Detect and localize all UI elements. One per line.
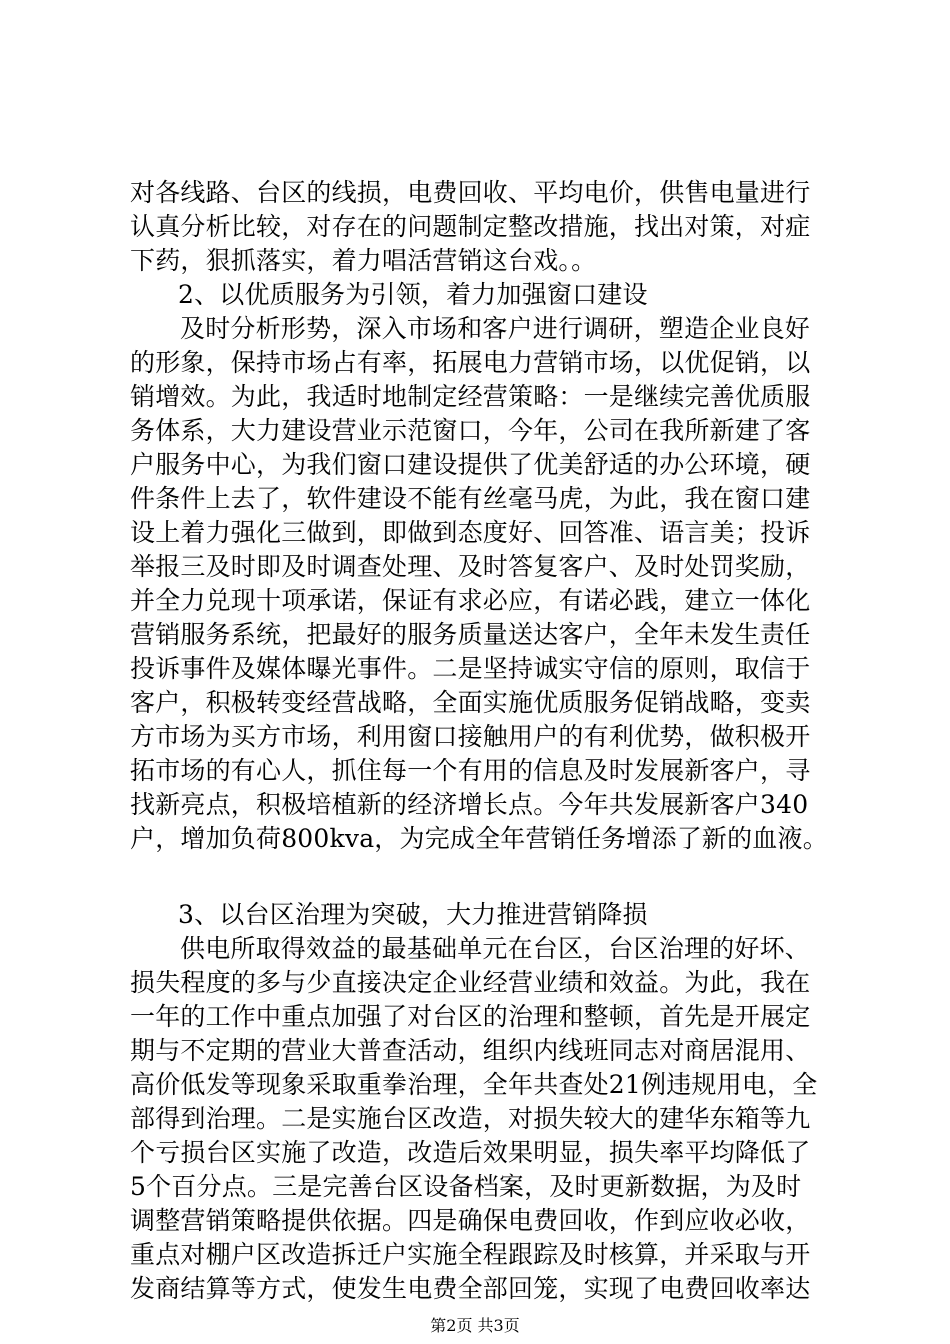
text-line-30: 调整营销策略提供依据。四是确保电费回收，作到应收必收， xyxy=(130,1206,811,1235)
text-line-13: 并全力兑现十项承诺，保证有求必应，有诺必践，建立一体化 xyxy=(130,586,811,615)
text-line-32: 发商结算等方式，使发生电费全部回笼，实现了电费回收率达 xyxy=(130,1274,811,1303)
section-heading-2: 2、以优质服务为引领，着力加强窗口建设 xyxy=(178,280,648,309)
text-line-11: 设上着力强化三做到，即做到态度好、回答准、语言美；投诉 xyxy=(130,518,811,547)
text-line-2: 认真分析比较，对存在的问题制定整改措施，找出对策，对症 xyxy=(130,212,811,241)
text-line-15: 投诉事件及媒体曝光事件。二是坚持诚实守信的原则，取信于 xyxy=(130,654,811,683)
text-line-1: 对各线路、台区的线损，电费回收、平均电价，供售电量进行 xyxy=(130,178,811,207)
text-line-8: 务体系，大力建设营业示范窗口，今年，公司在我所新建了客 xyxy=(130,416,811,445)
text-line-10: 件条件上去了，软件建设不能有丝毫马虎，为此，我在窗口建 xyxy=(130,484,811,513)
text-line-31: 重点对棚户区改造拆迁户实施全程跟踪及时核算，并采取与开 xyxy=(130,1240,811,1269)
text-line-9: 户服务中心，为我们窗口建设提供了优美舒适的办公环境，硬 xyxy=(130,450,811,479)
page-footer: 第2页 共3页 xyxy=(430,1316,520,1335)
text-line-25: 期与不定期的营业大普查活动，组织内线班同志对商居混用、 xyxy=(130,1036,811,1065)
text-line-19: 找新亮点，积极培植新的经济增长点。今年共发展新客户340 xyxy=(130,790,809,819)
text-line-17: 方市场为买方市场，利用窗口接触用户的有利优势，做积极开 xyxy=(130,722,811,751)
text-line-12: 举报三及时即及时调查处理、及时答复客户、及时处罚奖励， xyxy=(130,552,811,581)
text-line-18: 拓市场的有心人，抓住每一个有用的信息及时发展新客户，寻 xyxy=(130,756,811,785)
text-line-5: 及时分析形势，深入市场和客户进行调研，塑造企业良好 xyxy=(180,314,811,343)
text-line-6: 的形象，保持市场占有率，拓展电力营销市场，以优促销，以 xyxy=(130,348,811,377)
text-line-7: 销增效。为此，我适时地制定经营策略：一是继续完善优质服 xyxy=(130,382,811,411)
text-line-22: 供电所取得效益的最基础单元在台区，台区治理的好坏、 xyxy=(180,934,811,963)
text-line-23: 损失程度的多与少直接决定企业经营业绩和效益。为此，我在 xyxy=(130,968,811,997)
text-line-20: 户，增加负荷800kva，为完成全年营销任务增添了新的血液。 xyxy=(130,824,828,853)
text-line-24: 一年的工作中重点加强了对台区的治理和整顿，首先是开展定 xyxy=(130,1002,811,1031)
text-line-27: 部得到治理。二是实施台区改造，对损失较大的建华东箱等九 xyxy=(130,1104,811,1133)
text-line-26: 高价低发等现象采取重拳治理，全年共查处21例违规用电，全 xyxy=(130,1070,818,1099)
text-line-29: 5个百分点。三是完善台区设备档案，及时更新数据，为及时 xyxy=(130,1172,802,1201)
section-heading-3: 3、以台区治理为突破，大力推进营销降损 xyxy=(178,900,648,929)
text-line-28: 个亏损台区实施了改造，改造后效果明显，损失率平均降低了 xyxy=(130,1138,811,1167)
text-line-14: 营销服务系统，把最好的服务质量送达客户，全年未发生责任 xyxy=(130,620,811,649)
text-line-3: 下药，狠抓落实，着力唱活营销这台戏。。 xyxy=(130,246,597,275)
text-line-16: 客户，积极转变经营战略，全面实施优质服务促销战略，变卖 xyxy=(130,688,811,717)
